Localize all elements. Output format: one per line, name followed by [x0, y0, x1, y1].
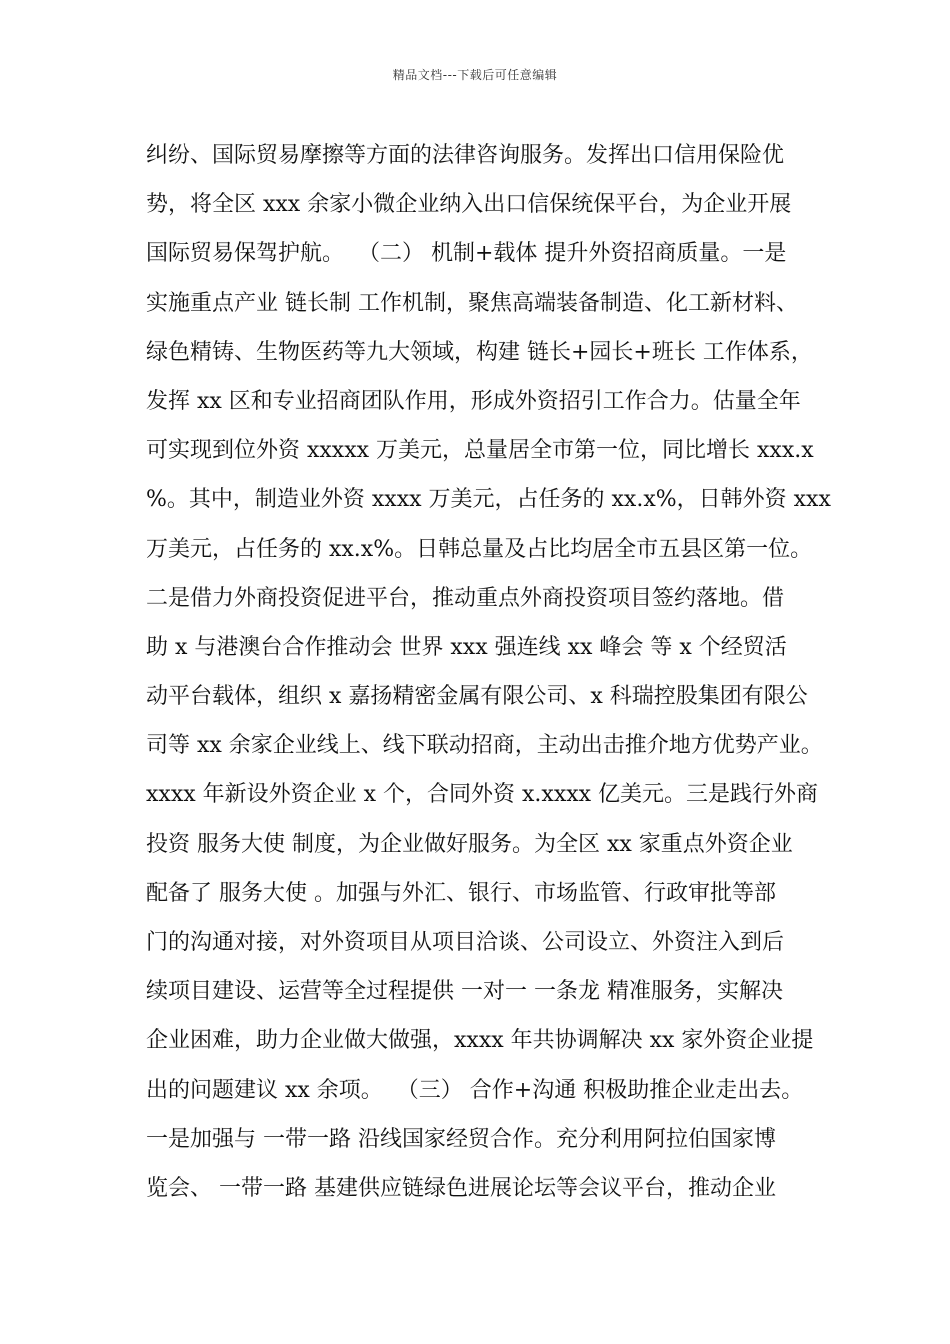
page-header: 精品文档---下载后可任意编辑	[392, 68, 558, 82]
text-line: 势，将全区 xxx 余家小微企业纳入出口信保统保平台，为企业开展	[146, 192, 792, 218]
text-line: 配备了 服务大使 。加强与外汇、银行、市场监管、行政审批等部	[146, 880, 776, 906]
text-line: 二是借力外商投资促进平台，推动重点外商投资项目签约落地。借	[146, 585, 785, 611]
text-line: 续项目建设、运营等全过程提供 一对一 一条龙 精准服务，实解决	[146, 979, 783, 1005]
text-line: 出的问题建议 xx 余项。 （三） 合作+沟通 积极助推企业走出去。	[146, 1077, 804, 1103]
text-line: 实施重点产业 链长制 工作机制，聚焦高端装备制造、化工新材料、	[146, 290, 798, 316]
text-line: 览会、 一带一路 基建供应链绿色进展论坛等会议平台，推动企业	[146, 1175, 776, 1201]
text-line: 动平台载体，组织 x 嘉扬精密金属有限公司、x 科瑞控股集团有限公	[146, 684, 808, 710]
text-line: %。其中，制造业外资 xxxx 万美元，占任务的 xx.x%，日韩外资 xxx	[146, 487, 831, 513]
text-line: 国际贸易保驾护航。 （二） 机制+载体 提升外资招商质量。一是	[146, 241, 787, 267]
text-line: 助 x 与港澳台合作推动会 世界 xxx 强连线 xx 峰会 等 x 个经贸活	[146, 634, 787, 660]
text-line: xxxx 年新设外资企业 x 个，合同外资 x.xxxx 亿美元。三是践行外商	[146, 782, 819, 808]
text-line: 纠纷、国际贸易摩擦等方面的法律咨询服务。发挥出口信用保险优	[146, 143, 785, 168]
text-line: 一是加强与 一带一路 沿线国家经贸合作。充分利用阿拉伯国家博	[146, 1126, 776, 1152]
text-line: 万美元，占任务的 xx.x%。日韩总量及占比均居全市五县区第一位。	[146, 536, 813, 562]
text-line: 投资 服务大使 制度，为企业做好服务。为全区 xx 家重点外资企业	[146, 831, 793, 857]
text-line: 可实现到位外资 xxxxx 万美元，总量居全市第一位，同比增长 xxx.x	[146, 438, 814, 464]
document-body	[146, 131, 831, 1213]
text-line: 司等 xx 余家企业线上、线下联动招商，主动出击推介地方优势产业。	[146, 733, 823, 759]
text-line: 企业困难，助力企业做大做强，xxxx 年共协调解决 xx 家外资企业提	[146, 1028, 814, 1054]
text-line: 发挥 xx 区和专业招商团队作用，形成外资招引工作合力。估量全年	[146, 388, 801, 414]
text-line: 绿色精铸、生物医药等九大领域，构建 链长+园长+班长 工作体系，	[146, 339, 813, 365]
text-line: 门的沟通对接，对外资项目从项目洽谈、公司设立、外资注入到后	[146, 930, 785, 955]
